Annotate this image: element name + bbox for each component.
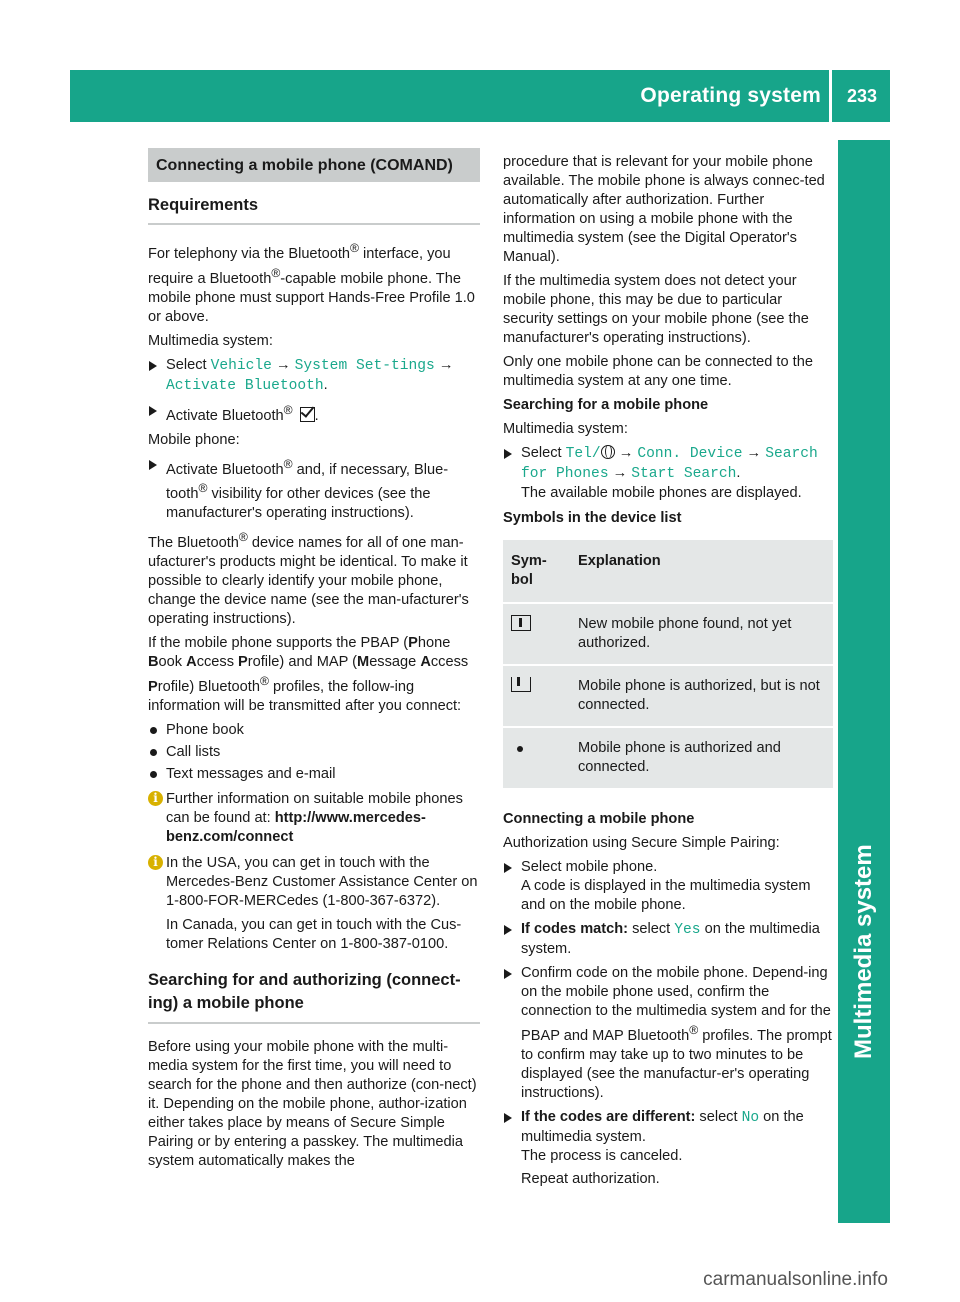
left-column [148, 148, 480, 1176]
menu-activate-bluetooth: Activate Bluetooth [166, 377, 324, 394]
device-names-paragraph: The Bluetooth® device names for all of one man‐ufacturer's products might be identical. To make it possible to clearly identify your mobile phone, change the device name (see the man‐ufacturer's operating instructions). [148, 530, 469, 628]
searching-paragraph: Before using your mobile phone with the multi‐media system for the first time, you will need to search for the phone and then authorize (con‐nect) it. Depending on the mobile phone, author‐ization either takes place by means of Secure Simple Pairing or by entering a passkey. The multimedia system automatically makes the [148, 1039, 477, 1170]
connecting-heading: Connecting a mobile phone [503, 811, 695, 827]
menu-vehicle: Vehicle [210, 357, 272, 374]
list-item: Text messages and e-mail [148, 765, 480, 784]
step-phone-bluetooth: Activate Bluetooth® and, if necessary, Blue‐tooth® visibility for other devices (see the manufacturer's operating instructions). [148, 455, 480, 524]
requirements-heading: Requirements [148, 194, 480, 225]
table-row: New mobile phone found, not yet authorized. [503, 604, 833, 666]
step-select-phone: Select mobile phone. A code is displayed in the multimedia system and on the mobile phone. [503, 858, 835, 915]
connected-dot-icon [517, 746, 523, 752]
requirements-paragraph: For telephony via the Bluetooth® interface, you require a Bluetooth®-capable mobile phone. The mobile phone must support Hands-Free Profile 1.0 or above. [148, 241, 475, 325]
step-codes-different: If the codes are different: select No on the multimedia system. The process is canceled. Repeat authorization. [503, 1108, 835, 1189]
search-heading: Searching for a mobile phone [503, 397, 709, 413]
step-search-phones: Select Tel/ → Conn. Device → Search for Phones → Start Search. The available mobile phones are displayed. [503, 444, 835, 503]
info-note-contact: i In the USA, you can get in touch with the Mercedes-Benz Customer Assistance Center on 1-800-FOR-MERCedes (1-800-367-6372). In Canada, you can get in touch with the Cus‐tomer Relations Center on 1-800-387-0100. [148, 854, 480, 954]
continued-paragraph: procedure that is relevant for your mobile phone available. The mobile phone is always connec‐ted automatically after authorization. Further information on using a mobile phone with the multimedia system (see the Digital Operator's Manual). [503, 154, 825, 265]
step-activate-bluetooth: Activate Bluetooth® . [148, 401, 480, 426]
right-column [503, 153, 835, 1194]
step-confirm-code: Confirm code on the mobile phone. Depend‐ing on the mobile phone used, confirm the connection to the multimedia system and for the PBAP and MAP Bluetooth® profiles. The prompt to confirm may take up to two minutes to be displayed (see the manufactur‐er's operating instructions). [503, 964, 835, 1103]
checkbox-checked-icon [300, 407, 315, 422]
menu-conn-device: Conn. Device [637, 446, 743, 462]
symbols-table [503, 540, 833, 790]
table-row: Mobile phone is authorized, but is not connected. [503, 666, 833, 728]
header-bar [70, 70, 890, 122]
header-separator [829, 70, 832, 122]
list-item: Call lists [148, 743, 480, 762]
info-note-website: i Further information on suitable mobile phones can be found at: http://www.mercedes-benz.com/connect [148, 790, 480, 847]
authorized-phone-icon [511, 677, 531, 692]
menu-system-settings: System Set‐tings [294, 357, 435, 374]
side-tab [838, 140, 890, 1223]
only-one-paragraph: Only one mobile phone can be connected to the multimedia system at any one time. [503, 354, 813, 389]
page-number: 233 [846, 86, 878, 106]
detect-paragraph: If the multimedia system does not detect your mobile phone, this may be due to particular security settings on your mobile phone (see the manufacturer's operating instructions). [503, 273, 809, 346]
info-icon: i [148, 791, 163, 806]
table-row: Mobile phone is authorized and connected. [503, 728, 833, 790]
menu-no: No [741, 1109, 760, 1126]
watermark: carmanualsonline.info [703, 1269, 888, 1290]
menu-start-search: Start Search [631, 466, 737, 482]
menu-search-for-phones: Search for Phones [521, 446, 818, 482]
menu-tel: Tel/ [565, 446, 601, 462]
auth-label: Authorization using Secure Simple Pairing: [503, 835, 780, 851]
table-header [503, 540, 833, 604]
info-icon: i [148, 855, 163, 870]
symbols-heading: Symbols in the device list [503, 510, 682, 526]
step-codes-match: If codes match: select Yes on the multimedia system. [503, 920, 835, 959]
new-phone-icon [511, 615, 531, 631]
step-select-vehicle: Select Vehicle → System Set‐tings → Activate Bluetooth. [148, 356, 480, 396]
column-header-explanation: Explanation [578, 553, 661, 569]
list-item: Phone book [148, 721, 480, 740]
multimedia-label: Multimedia system: [503, 421, 628, 437]
header-title: Operating system [640, 84, 821, 107]
pbap-paragraph: If the mobile phone supports the PBAP (Phone Book Access Profile) and MAP (Message Access Profile) Bluetooth® profiles, the follow‐ing information will be transmitted after you connect: [148, 635, 469, 715]
menu-yes: Yes [674, 922, 701, 938]
globe-icon [601, 445, 615, 459]
column-header-symbol: Sym‐bol [511, 553, 547, 588]
searching-heading: Searching for and authorizing (connect‐ing) a mobile phone [148, 969, 480, 1024]
section-title: Connecting a mobile phone (COMAND) [148, 148, 480, 182]
website-link[interactable]: http://www.mercedes-benz.com/connect [166, 810, 426, 846]
mobile-phone-label: Mobile phone: [148, 431, 240, 448]
side-tab-label: Multimedia system [850, 844, 877, 1059]
multimedia-label: Multimedia system: [148, 332, 273, 349]
